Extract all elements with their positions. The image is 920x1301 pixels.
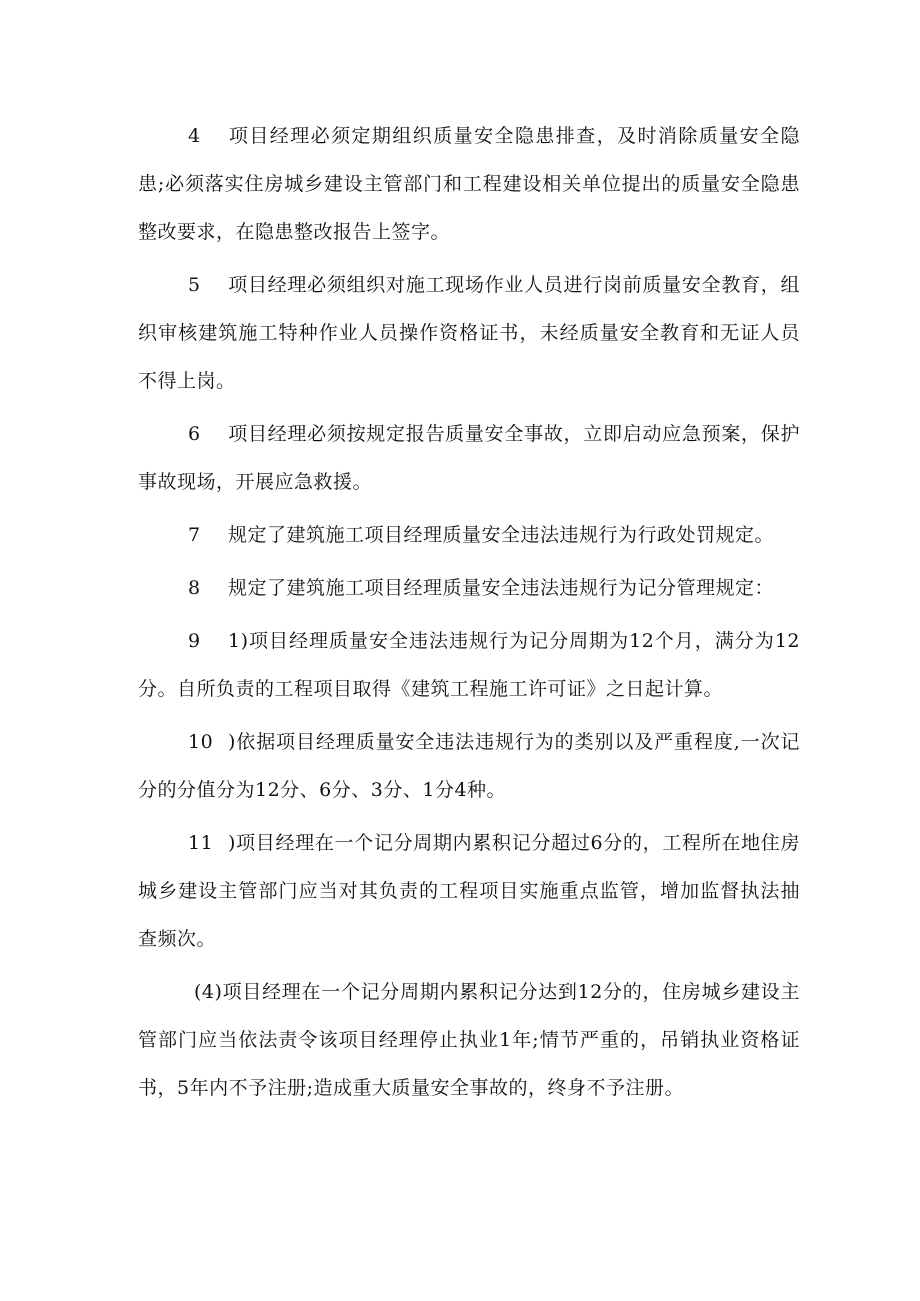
document-body bbox=[138, 112, 800, 1117]
paragraph-10 bbox=[138, 718, 800, 814]
paragraph-number: 6 bbox=[188, 423, 201, 445]
paragraph-4 bbox=[138, 112, 800, 256]
paragraph-9 bbox=[138, 617, 800, 713]
paragraph-text: 规定了建筑施工项目经理质量安全违法违规行为记分管理规定： bbox=[228, 577, 775, 599]
paragraph-number: 4 bbox=[188, 125, 201, 147]
paragraph-number: 9 bbox=[188, 630, 201, 652]
paragraph-number: 11 bbox=[188, 832, 214, 854]
paragraph-text: )依据项目经理质量安全违法违规行为的类别以及严重程度,一次记分的分值分为12分、6分、3分、1分4种。 bbox=[138, 731, 800, 801]
paragraph-number: 5 bbox=[188, 274, 201, 296]
paragraph-text: 规定了建筑施工项目经理质量安全违法违规行为行政处罚规定。 bbox=[228, 524, 775, 546]
paragraph-5 bbox=[138, 261, 800, 405]
paragraph-text: 1)项目经理质量安全违法违规行为记分周期为12个月，满分为12分。自所负责的工程项目取得《建筑工程施工许可证》之日起计算。 bbox=[138, 630, 800, 700]
paragraph-6 bbox=[138, 410, 800, 506]
paragraph-text: 项目经理必须按规定报告质量安全事故，立即启动应急预案，保护事故现场，开展应急救援。 bbox=[138, 423, 800, 493]
paragraph-number: 10 bbox=[188, 731, 214, 753]
paragraph-text: 项目经理必须组织对施工现场作业人员进行岗前质量安全教育，组织审核建筑施工特种作业人员操作资格证书，未经质量安全教育和无证人员不得上岗。 bbox=[138, 274, 800, 392]
paragraph-8 bbox=[138, 564, 800, 612]
paragraph-text: )项目经理在一个记分周期内累积记分超过6分的，工程所在地住房城乡建设主管部门应当对其负责的工程项目实施重点监管，增加监督执法抽查频次。 bbox=[138, 832, 800, 950]
paragraph-number: 8 bbox=[188, 577, 201, 599]
paragraph-7 bbox=[138, 511, 800, 559]
paragraph-11 bbox=[138, 819, 800, 963]
paragraph-number: 7 bbox=[188, 524, 201, 546]
paragraph-text: 项目经理必须定期组织质量安全隐患排查，及时消除质量安全隐患;必须落实住房城乡建设主管部门和工程建设相关单位提出的质量安全隐患整改要求，在隐患整改报告上签字。 bbox=[138, 125, 800, 243]
paragraph-final: (4)项目经理在一个记分周期内累积记分达到12分的，住房城乡建设主管部门应当依法责令该项目经理停止执业1年;情节严重的，吊销执业资格证书，5年内不予注册;造成重大质量安全事故的，终身不予注册。 bbox=[138, 981, 800, 1099]
